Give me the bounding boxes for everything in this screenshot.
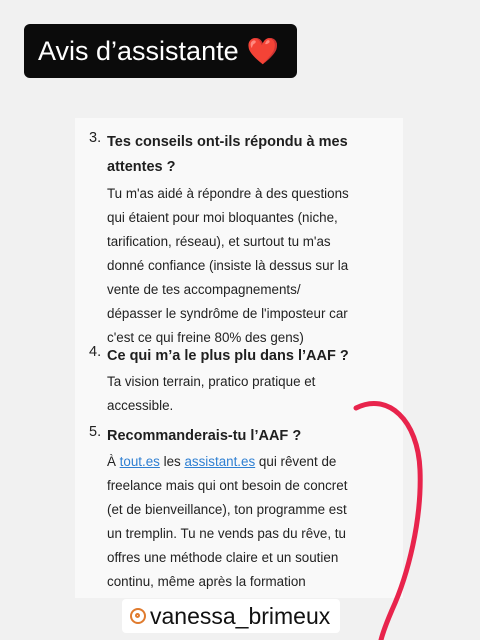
assistant-es-link[interactable]: assistant.es: [184, 454, 256, 469]
answer-line: Tu m'as aidé à répondre à des questions: [107, 186, 349, 201]
item-question: [107, 130, 387, 180]
answer-line: donné confiance (insiste là dessus sur la: [107, 258, 349, 273]
item-question: Ce qui m’a le plus plu dans l’AAF ?: [107, 348, 349, 364]
heart-emoji: ❤️: [246, 36, 279, 66]
answer-line: tarification, réseau), et surtout tu m'as: [107, 234, 331, 249]
answer-line: (et de bienveillance), ton programme est: [107, 502, 347, 517]
answer-text: les: [163, 454, 181, 469]
answer-line: Ta vision terrain, pratico pratique et: [107, 374, 316, 389]
tout-es-link[interactable]: tout.es: [119, 454, 160, 469]
answer-line: vente de tes accompagnements/: [107, 282, 301, 297]
answer-line: offres une méthode claire et un soutien: [107, 550, 339, 565]
answer-line: un tremplin. Tu ne vends pas du rêve, tu: [107, 526, 346, 541]
item-answer: [107, 450, 397, 594]
item-number: 3.: [89, 130, 102, 146]
answer-line: accessible.: [107, 398, 174, 413]
story-title-banner: [24, 24, 297, 78]
item-answer: [107, 182, 397, 350]
item-question: Recommanderais-tu l’AAF ?: [107, 428, 302, 444]
mention-handle: vanessa_brimeux: [150, 602, 331, 629]
item-number: 4.: [89, 344, 102, 360]
answer-text: qui rêvent de: [258, 454, 337, 469]
item-number: 5.: [89, 424, 102, 440]
question-line: attentes ?: [107, 159, 176, 175]
answer-line: dépasser le syndrôme de l'imposteur car: [107, 306, 348, 321]
question-line: Tes conseils ont-ils répondu à mes: [107, 134, 348, 150]
answer-line: c'est ce qui freine 80% des gens): [107, 330, 304, 345]
answer-line: freelance mais qui ont besoin de concret: [107, 478, 348, 493]
answer-line: continu, même après la formation: [107, 574, 306, 589]
answer-text: À: [107, 454, 116, 469]
story-title: Avis d’assistante: [38, 35, 239, 66]
item-answer: [107, 370, 397, 418]
review-document: [75, 118, 403, 598]
answer-line: [107, 450, 397, 474]
answer-line: qui étaient pour moi bloquantes (niche,: [107, 210, 338, 225]
instagram-mention[interactable]: [122, 599, 340, 633]
threads-icon: [130, 608, 146, 624]
